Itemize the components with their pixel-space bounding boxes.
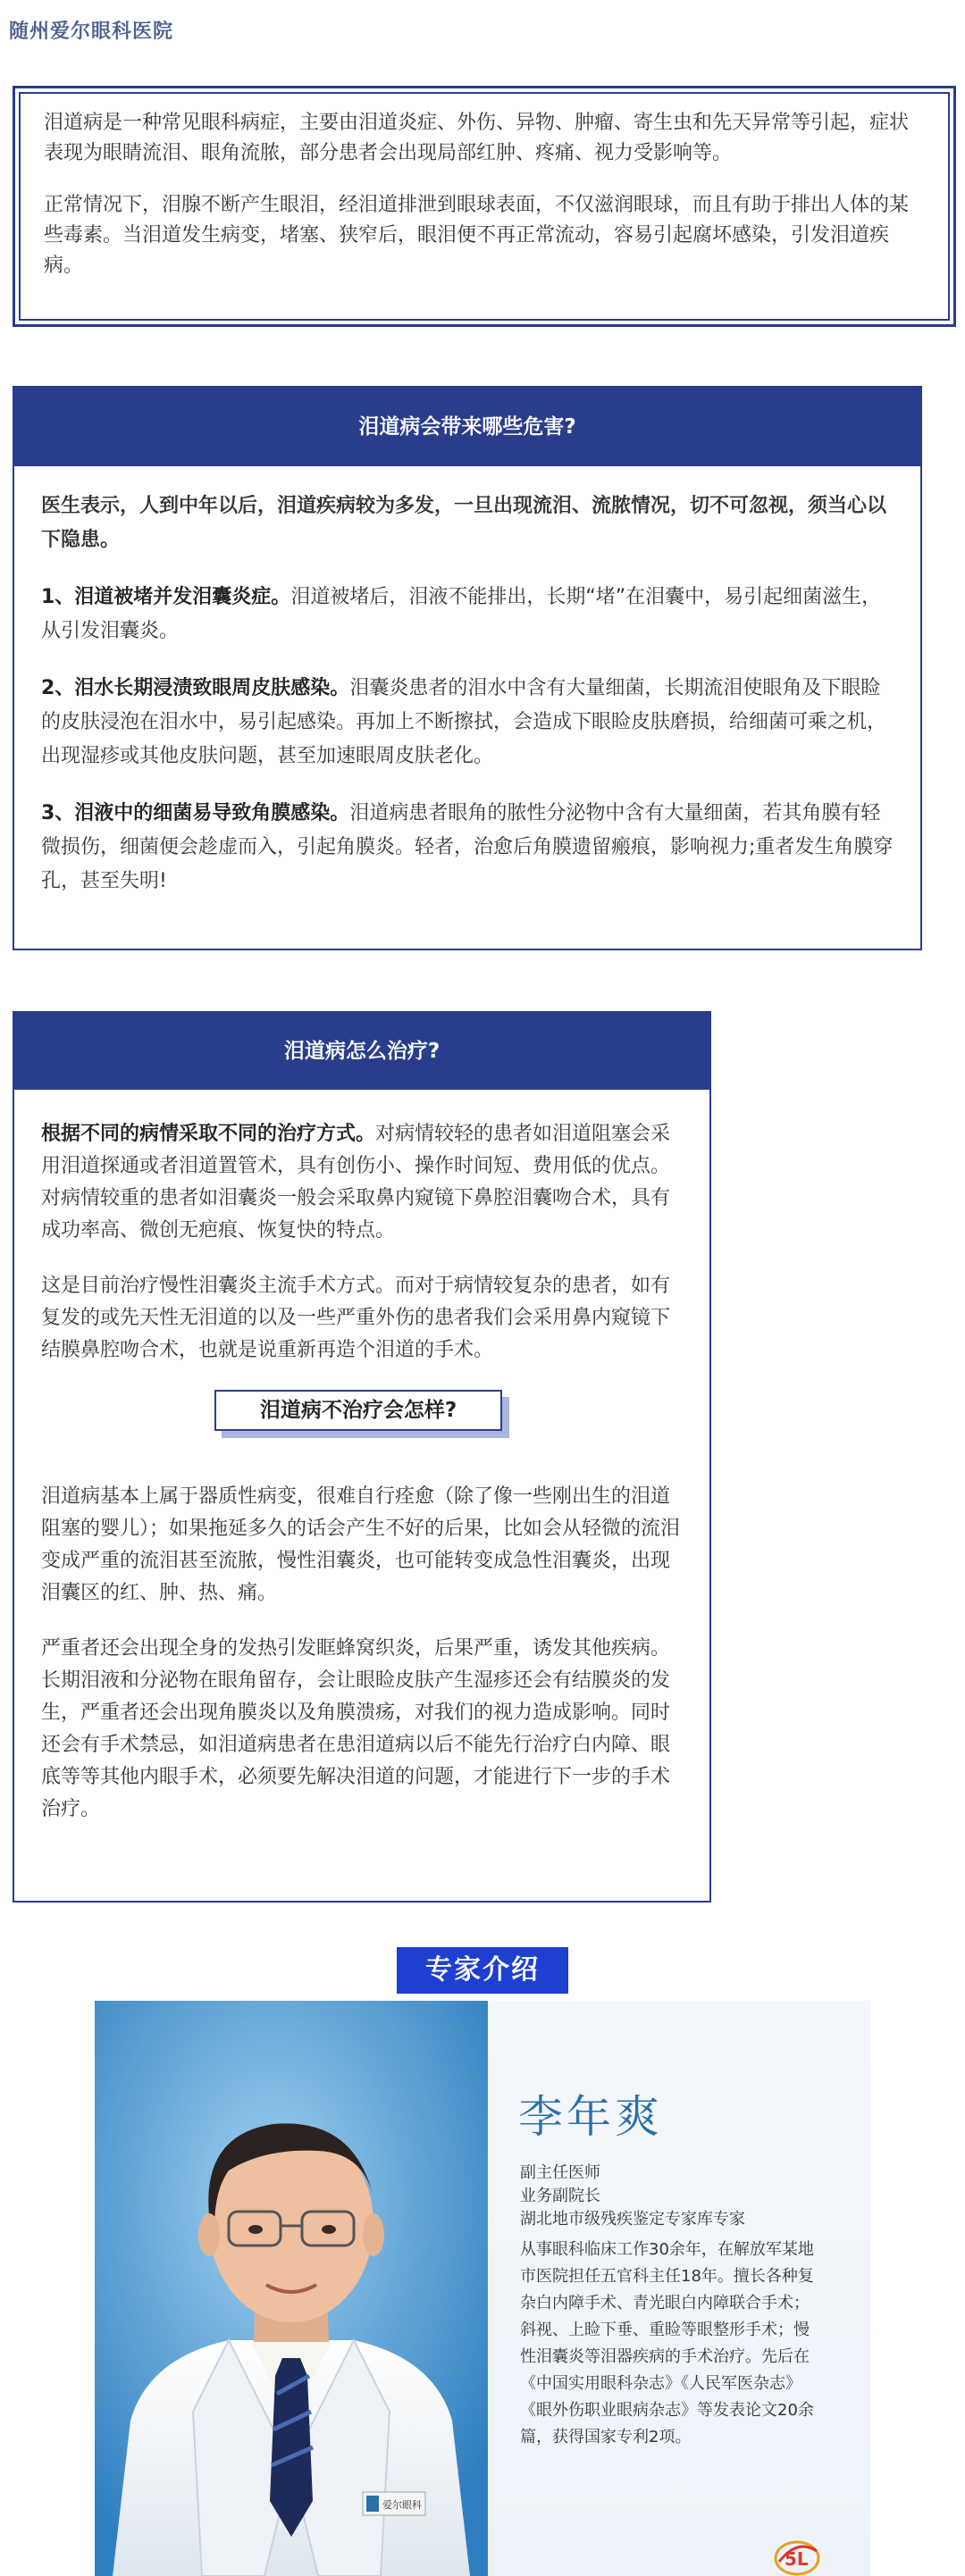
expert-titles bbox=[520, 2162, 745, 2231]
treatment-method-title: 根据不同的病情采取不同的治疗方式。 bbox=[41, 1123, 376, 1145]
harm-item-1 bbox=[41, 581, 894, 648]
treatment-panel bbox=[13, 1011, 711, 1903]
untreated-subheading-label: 泪道病不治疗会怎样? bbox=[214, 1390, 502, 1431]
intro-paragraph-1: 泪道病是一种常见眼科病症，主要由泪道炎症、外伤、异物、肿瘤、寄生虫和先天异常等引起，症状表现为眼睛流泪、眼角流脓，部分患者会出现局部红肿、疼痛、视力受影响等。 bbox=[44, 112, 910, 164]
expert-card bbox=[95, 2001, 870, 2576]
treatment-paragraph-2: 这是目前治疗慢性泪囊炎主流手术方式。而对于病情较复杂的患者，如有复发的或先天性无泪道的以及一些严重外伤的患者我们会采用鼻内窥镜下结膜鼻腔吻合术，也就是说重新再造个泪道的手术。 bbox=[41, 1275, 671, 1361]
expert-title-1: 副主任医师 bbox=[520, 2163, 600, 2182]
intro-paragraph-2: 正常情况下，泪腺不断产生眼泪，经泪道排泄到眼球表面，不仅滋润眼球，而且有助于排出人体的某些毒素。当泪道发生病变，堵塞、狭窄后，眼泪便不再正常流动，容易引起腐坏感染，引发泪道疾病。 bbox=[44, 194, 910, 277]
harm-item-text: 泪囊炎患者的泪水中含有大量细菌，长期流泪使眼角及下眼睑的皮肤浸泡在泪水中，易引起感染。再加上不断擦拭，会造成下眼睑皮肤磨损，给细菌可乘之机，出现湿疹或其他皮肤问题，甚至加速眼周皮肤老化。 bbox=[41, 677, 887, 767]
harms-panel bbox=[13, 386, 922, 950]
treatment-paragraph-4: 严重者还会出现全身的发热引发眶蜂窝织炎，后果严重，诱发其他疾病。长期泪液和分泌物在眼角留存，会让眼睑皮肤产生湿疹还会有结膜炎的发生，严重者还会出现角膜炎以及角膜溃疡，对我们的视力造成影响。同时还会有手术禁忌，如泪道病患者在患泪道病以后不能先行治疗白内障、眼底等等其他内眼手术，必须要先解决泪道的问题，才能进行下一步的手术治疗。 bbox=[41, 1637, 671, 1820]
treatment-body bbox=[14, 1090, 709, 1826]
treatment-method-text: 对病情较轻的患者如泪道阻塞会采用泪道探通或者泪道置管术，具有创伤小、操作时间短、费用低的优点。对病情较重的患者如泪囊炎一般会采取鼻内窥镜下鼻腔泪囊吻合术，具有成功率高、微创无疤痕、恢复快的特点。 bbox=[41, 1123, 671, 1242]
hospital-name: 随州爱尔眼科医院 bbox=[9, 21, 174, 43]
expert-title-2: 业务副院长 bbox=[520, 2187, 600, 2205]
treatment-paragraph-3: 泪道病基本上属于器质性病变，很难自行痊愈（除了像一些刚出生的泪道阻塞的婴儿）；如果拖延多久的话会产生不好的后果，比如会从轻微的流泪变成严重的流泪甚至流脓，慢性泪囊炎，也可能转变成急性泪囊炎，出现泪囊区的红、肿、热、痛。 bbox=[41, 1485, 681, 1604]
site-logo-icon bbox=[772, 2535, 822, 2576]
treatment-paragraph-1 bbox=[41, 1118, 683, 1247]
harm-item-text: 泪道被堵后，泪液不能排出，长期“堵”在泪囊中，易引起细菌滋生，从引发泪囊炎。 bbox=[41, 586, 882, 642]
intro-inner bbox=[19, 92, 950, 321]
expert-name: 李年爽 bbox=[518, 2091, 663, 2143]
doctor-portrait-icon bbox=[95, 2001, 488, 2576]
harm-item-2 bbox=[41, 672, 894, 774]
harm-item-3 bbox=[41, 797, 894, 899]
harm-item-title: 3、泪液中的细菌易导致角膜感染。 bbox=[41, 802, 350, 824]
expert-section-label: 专家介绍 bbox=[397, 1947, 568, 1994]
untreated-subheading bbox=[214, 1390, 509, 1434]
expert-bio: 从事眼科临床工作30余年，在解放军某地市医院担任五官科主任18年。擅长各种复杂白内障手术、青光眼白内障联合手术；斜视、上睑下垂、重睑等眼整形手术；慢性泪囊炎等泪器疾病的手术治疗。先后在《中国实用眼科杂志》《人民军医杂志》《眼外伤职业眼病杂志》等发表论文20余篇，获得国家专利2项。 bbox=[520, 2240, 814, 2446]
treatment-heading: 泪道病怎么治疗? bbox=[14, 1013, 709, 1090]
harm-item-title: 2、泪水长期浸渍致眼周皮肤感染。 bbox=[41, 677, 350, 699]
harms-body bbox=[14, 466, 920, 899]
expert-photo bbox=[95, 2001, 488, 2576]
harm-item-title: 1、泪道被堵并发泪囊炎症。 bbox=[41, 586, 291, 608]
logo-text: 5L bbox=[785, 2548, 809, 2570]
badge-text: 爱尔眼科 bbox=[382, 2499, 422, 2511]
harm-item-text: 泪道病患者眼角的脓性分泌物中含有大量细菌，若其角膜有轻微损伤，细菌便会趁虚而入，引起角膜炎。轻者，治愈后角膜遗留瘢痕，影响视力;重者发生角膜穿孔，甚至失明! bbox=[41, 802, 894, 892]
intro-box bbox=[13, 86, 956, 327]
harms-heading: 泪道病会带来哪些危害? bbox=[14, 388, 920, 466]
expert-title-3: 湖北地市级残疾鉴定专家库专家 bbox=[520, 2210, 745, 2229]
harms-lead: 医生表示，人到中年以后，泪道疾病较为多发，一旦出现流泪、流脓情况，切不可忽视，须当心以下隐患。 bbox=[41, 495, 887, 551]
